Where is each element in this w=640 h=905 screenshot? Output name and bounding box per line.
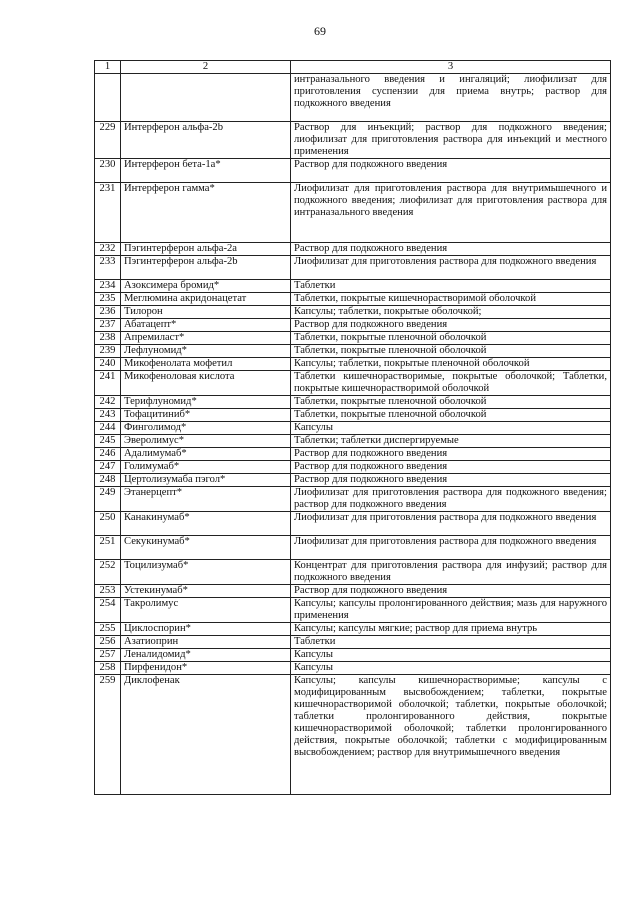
row-number: 237 (95, 319, 121, 332)
table-header-row (95, 61, 611, 74)
dosage-form: Капсулы (291, 662, 611, 675)
dosage-form: Таблетки (291, 280, 611, 293)
table-row (95, 435, 611, 448)
column-header-3: 3 (291, 61, 611, 74)
dosage-form: Таблетки (291, 636, 611, 649)
row-number: 251 (95, 536, 121, 560)
row-number: 248 (95, 474, 121, 487)
dosage-form: Концентрат для приготовления раствора для инфузий; раствор для подкожного введения (291, 560, 611, 585)
row-number: 230 (95, 159, 121, 183)
dosage-form: Капсулы; таблетки, покрытые пленочной оболочкой (291, 358, 611, 371)
drug-name: Пирфенидон* (121, 662, 291, 675)
table-row (95, 74, 611, 122)
drug-name: Тилорон (121, 306, 291, 319)
table-row (95, 183, 611, 243)
table-row (95, 422, 611, 435)
table-row (95, 487, 611, 512)
drug-name: Интерферон гамма* (121, 183, 291, 243)
row-number: 250 (95, 512, 121, 536)
table-row (95, 409, 611, 422)
dosage-form: Капсулы; капсулы кишечнорастворимые; капсулы с модифицированным высвобождением; таблетки, покрытые кишечнорастворимой оболочкой; таблетки, покрытые оболочкой; таблетки пролонгированного действия, покрытые кишечнорастворимой оболочкой; таблетки пролонгированного действия, покрытые оболочкой; таблетки с модифицированным высвобождением; раствор для внутримышечного введения (291, 675, 611, 795)
drug-name: Адалимумаб* (121, 448, 291, 461)
table-row (95, 319, 611, 332)
dosage-form: Раствор для подкожного введения (291, 474, 611, 487)
drug-name: Этанерцепт* (121, 487, 291, 512)
table-row (95, 649, 611, 662)
table-row (95, 332, 611, 345)
row-number: 231 (95, 183, 121, 243)
row-number: 236 (95, 306, 121, 319)
dosage-form: Лиофилизат для приготовления раствора для подкожного введения (291, 512, 611, 536)
dosage-form: Таблетки, покрытые пленочной оболочкой (291, 345, 611, 358)
page-number: 69 (314, 24, 326, 38)
dosage-form: Лиофилизат для приготовления раствора для внутримышечного и подкожного введения; лиофилизат для приготовления раствора для интраназального введения (291, 183, 611, 243)
table-row (95, 293, 611, 306)
row-number: 247 (95, 461, 121, 474)
dosage-form: Таблетки кишечнорастворимые, покрытые оболочкой; Таблетки, покрытые кишечнорастворимой оболочкой (291, 371, 611, 396)
table-row (95, 396, 611, 409)
row-number: 246 (95, 448, 121, 461)
drug-name: Канакинумаб* (121, 512, 291, 536)
row-number: 253 (95, 585, 121, 598)
row-number: 259 (95, 675, 121, 795)
table-row (95, 598, 611, 623)
drug-name: Циклоспорин* (121, 623, 291, 636)
row-number: 242 (95, 396, 121, 409)
table-row (95, 675, 611, 795)
table-body (95, 61, 611, 795)
table-row (95, 345, 611, 358)
drug-name: Леналидомид* (121, 649, 291, 662)
drug-name: Терифлуномид* (121, 396, 291, 409)
drug-name (121, 74, 291, 122)
dosage-form: Раствор для подкожного введения (291, 243, 611, 256)
dosage-form: Капсулы (291, 649, 611, 662)
drug-name: Пэгинтерферон альфа-2b (121, 256, 291, 280)
table-row (95, 371, 611, 396)
row-number (95, 74, 121, 122)
dosage-form: Таблетки, покрытые кишечнорастворимой оболочкой (291, 293, 611, 306)
row-number: 256 (95, 636, 121, 649)
row-number: 229 (95, 122, 121, 159)
dosage-form: Раствор для подкожного введения (291, 448, 611, 461)
table-row (95, 243, 611, 256)
dosage-form: Лиофилизат для приготовления раствора для подкожного введения (291, 536, 611, 560)
drug-name: Азатиоприн (121, 636, 291, 649)
dosage-form: Капсулы; капсулы мягкие; раствор для приема внутрь (291, 623, 611, 636)
table-row (95, 512, 611, 536)
drug-name: Такролимус (121, 598, 291, 623)
drug-name: Пэгинтерферон альфа-2а (121, 243, 291, 256)
table-row (95, 560, 611, 585)
drug-name: Эверолимус* (121, 435, 291, 448)
drug-name: Устекинумаб* (121, 585, 291, 598)
column-header-1: 1 (95, 61, 121, 74)
table-row (95, 306, 611, 319)
dosage-form: интраназального введения и ингаляций; лиофилизат для приготовления суспензии для приема внутрь; раствор для подкожного введения (291, 74, 611, 122)
drug-name: Диклофенак (121, 675, 291, 795)
dosage-form: Лиофилизат для приготовления раствора для подкожного введения (291, 256, 611, 280)
table-row (95, 636, 611, 649)
dosage-form: Раствор для подкожного введения (291, 461, 611, 474)
drug-name: Интерферон бета-1а* (121, 159, 291, 183)
column-header-2: 2 (121, 61, 291, 74)
dosage-form: Капсулы; таблетки, покрытые оболочкой; (291, 306, 611, 319)
row-number: 255 (95, 623, 121, 636)
table-row (95, 159, 611, 183)
drug-name: Абатацепт* (121, 319, 291, 332)
row-number: 239 (95, 345, 121, 358)
drug-name: Азоксимера бромид* (121, 280, 291, 293)
dosage-form: Раствор для подкожного введения (291, 319, 611, 332)
row-number: 257 (95, 649, 121, 662)
drug-name: Цертолизумаба пэгол* (121, 474, 291, 487)
table-row (95, 122, 611, 159)
table-row (95, 474, 611, 487)
table-row (95, 358, 611, 371)
row-number: 233 (95, 256, 121, 280)
table-row (95, 623, 611, 636)
dosage-form: Капсулы (291, 422, 611, 435)
drug-name: Микофеноловая кислота (121, 371, 291, 396)
table-row (95, 256, 611, 280)
dosage-form: Раствор для подкожного введения (291, 159, 611, 183)
table-row (95, 585, 611, 598)
row-number: 243 (95, 409, 121, 422)
drug-name: Апремиласт* (121, 332, 291, 345)
table-row (95, 280, 611, 293)
drug-name: Голимумаб* (121, 461, 291, 474)
row-number: 244 (95, 422, 121, 435)
table-row (95, 461, 611, 474)
dosage-form: Капсулы; капсулы пролонгированного действия; мазь для наружного применения (291, 598, 611, 623)
row-number: 235 (95, 293, 121, 306)
row-number: 258 (95, 662, 121, 675)
drug-name: Меглюмина акридонацетат (121, 293, 291, 306)
dosage-form: Таблетки, покрытые пленочной оболочкой (291, 332, 611, 345)
table-row (95, 448, 611, 461)
dosage-form: Лиофилизат для приготовления раствора для подкожного введения; раствор для подкожного введения (291, 487, 611, 512)
drug-name: Тофацитиниб* (121, 409, 291, 422)
row-number: 252 (95, 560, 121, 585)
dosage-form: Таблетки, покрытые пленочной оболочкой (291, 409, 611, 422)
row-number: 241 (95, 371, 121, 396)
dosage-form: Таблетки; таблетки диспергируемые (291, 435, 611, 448)
dosage-form: Раствор для подкожного введения (291, 585, 611, 598)
row-number: 234 (95, 280, 121, 293)
drug-name: Тоцилизумаб* (121, 560, 291, 585)
drug-name: Финголимод* (121, 422, 291, 435)
row-number: 254 (95, 598, 121, 623)
row-number: 238 (95, 332, 121, 345)
drug-name: Лефлуномид* (121, 345, 291, 358)
medicines-table (94, 60, 611, 795)
drug-name: Интерферон альфа-2b (121, 122, 291, 159)
table-row (95, 536, 611, 560)
dosage-form: Таблетки, покрытые пленочной оболочкой (291, 396, 611, 409)
row-number: 240 (95, 358, 121, 371)
drug-name: Секукинумаб* (121, 536, 291, 560)
row-number: 232 (95, 243, 121, 256)
dosage-form: Раствор для инъекций; раствор для подкожного введения; лиофилизат для приготовления раствора для инъекций и местного применения (291, 122, 611, 159)
row-number: 249 (95, 487, 121, 512)
row-number: 245 (95, 435, 121, 448)
drug-name: Микофенолата мофетил (121, 358, 291, 371)
table-row (95, 662, 611, 675)
